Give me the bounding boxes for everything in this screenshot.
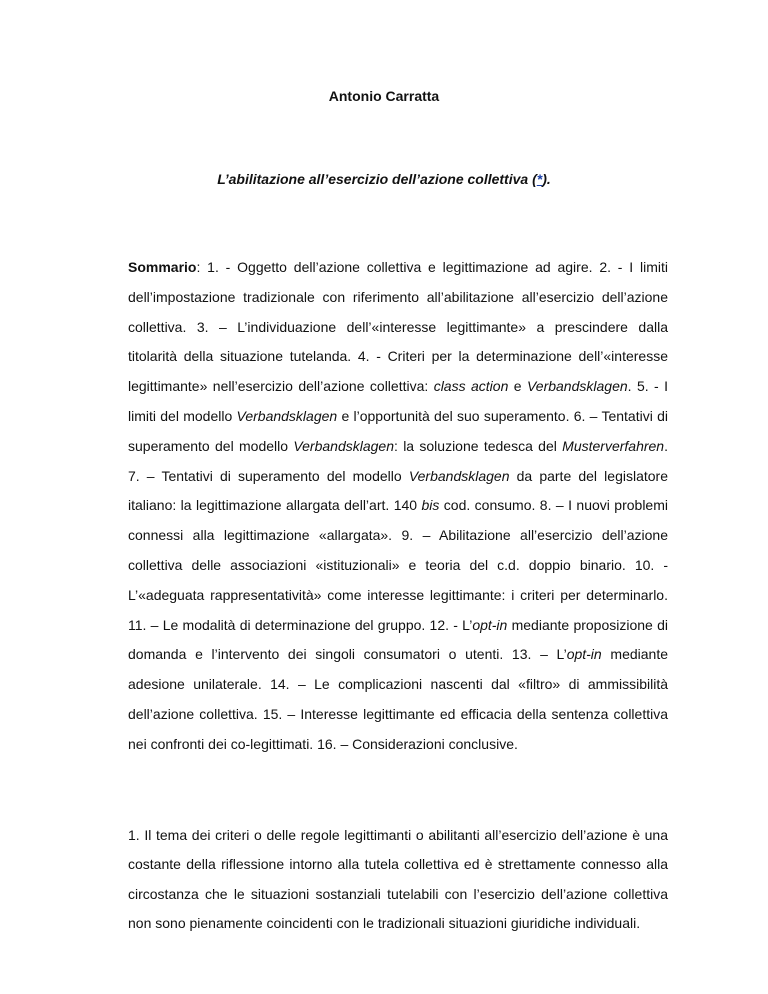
- summary-text: e l’opportunità del suo superamento. 6. – Tentativi di superamento del modello: [128, 407, 668, 454]
- summary-italic: opt-in: [472, 616, 508, 633]
- summary-text: . 5. - I limiti del modello: [128, 378, 668, 424]
- summary-italic: Verbandsklagen: [236, 407, 338, 424]
- summary-text: : 1. - Oggetto dell’azione collettiva e legittimazione ad agire. 2. - I limiti dell’impostazione tradizionale con riferimento all’abilitazione all’esercizio dell’azione collettiva. 3. – L’individuazione dell’«interesse legittimante» a prescindere dalla titolarità della situazione tutelanda. 4. - Criteri per la determinazione dell’«interesse legittimante» nell’esercizio dell’azione collettiva:: [128, 259, 668, 395]
- body-paragraph: 1. Il tema dei criteri o delle regole legittimanti o abilitanti all’esercizio dell’azione è una costante della riflessione intorno alla tutela collettiva ed è strettamente connesso alla circostanza che le situazioni sostanziali tutelabili con l’esercizio dell’azione collettiva non sono pienamente coincidenti con le tradizionali situazioni giuridiche individuali.: [128, 827, 668, 932]
- summary-text: e: [508, 378, 527, 395]
- summary-text: cod. consumo. 8. – I nuovi problemi connessi alla legittimazione «allargata». 9. – Abilitazione all’esercizio dell’azione collettiva delle associazioni «istituzionali» e teoria del c.d. doppio binario. 10. - L’«adeguata rappresentatività» come interesse legittimante: i criteri per determinarlo. 11. – Le modalità di determinazione del gruppo. 12. - L’: [128, 497, 668, 633]
- summary-italic: opt-in: [566, 646, 602, 663]
- summary-italic: Verbandsklagen: [526, 378, 628, 395]
- summary-text: : la soluzione tedesca del: [394, 437, 563, 454]
- summary-text: . 7. – Tentativi di superamento del modello: [128, 437, 668, 484]
- title-text: L’abilitazione all’esercizio dell’azione collettiva (: [217, 171, 537, 187]
- author-name: Antonio Carratta: [328, 88, 440, 104]
- summary-italic: Verbandsklagen: [293, 437, 394, 454]
- summary-label: Sommario: [128, 259, 197, 275]
- summary-text: da parte del legislatore italiano: la legittimazione allargata dell’art. 140: [128, 467, 668, 514]
- summary-italic: class action: [433, 378, 509, 395]
- summary-text: mediante proposizione di domanda e l’intervento dei singoli consumatori o utenti. 13. – L’: [128, 616, 668, 663]
- article-title: [0, 171, 768, 187]
- summary-text: mediante adesione unilaterale. 14. – Le complicazioni nascenti dal «filtro» di ammissibilità dell’azione collettiva. 15. – Interesse legittimante ed efficacia della sentenza collettiva nei confronti dei co-legittimati. 16. – Considerazioni conclusive.: [128, 646, 669, 752]
- summary-italic: bis: [421, 497, 440, 514]
- summary-italic: Musterverfahren: [562, 437, 665, 454]
- title-end: ).: [542, 171, 551, 187]
- footnote-link[interactable]: *: [536, 171, 543, 187]
- summary-italic: Verbandsklagen: [408, 467, 510, 484]
- summary-paragraph: [128, 253, 668, 760]
